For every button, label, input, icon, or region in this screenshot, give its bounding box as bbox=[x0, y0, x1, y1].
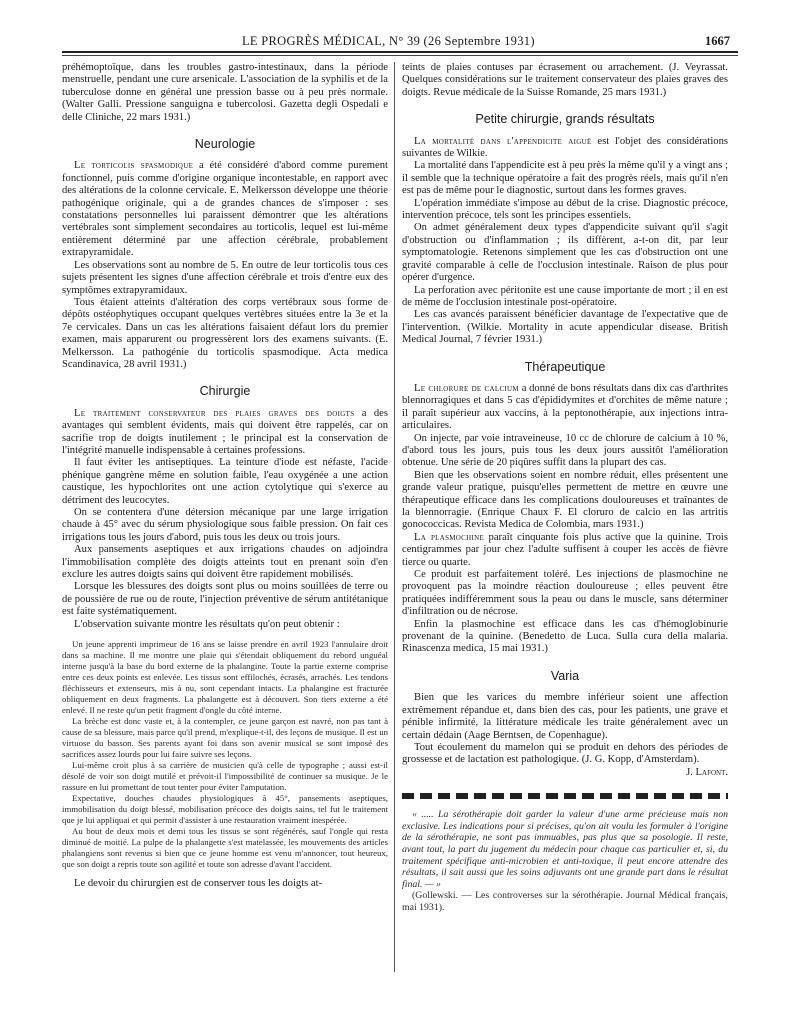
case-report bbox=[62, 639, 388, 870]
thera-lead-1: Le chlorure de calcium bbox=[414, 382, 519, 394]
chir-paragraph-5: Lorsque les blessures des doigts sont plus ou moins souillées de terre ou de poussière de rue ou de route, l'injection préventive de sérum antitétanique est faite systématiquement. bbox=[62, 581, 388, 618]
running-header bbox=[62, 34, 742, 52]
chir-paragraph-1: Le traitement conservateur des plaies graves des doigts a des avantages qui semblent évidents, mais qui doivent être rappelés, car on sacrifie trop de doigts inutilement ; le principal est la conservation de l'intégrité manuelle indispensable à certaines professions. bbox=[62, 407, 389, 456]
petite-paragraph-3: L'opération immédiate s'impose au début de la crise. Diagnostic précoce, intervention précoce, tels sont les principes essentiels. bbox=[402, 197, 728, 222]
chir-paragraph-4: Aux pansements aseptiques et aux irrigations chaudes on adjoindra l'immobilisation complète des doigts atteints tout en prenant soin d'en exclure les autres doigts sains qui doivent être rapidement mobilisés. bbox=[62, 544, 388, 581]
quote-source: (Gollewski. — Les controverses sur la sérothérapie. Journal Médical français, mai 1931). bbox=[402, 890, 728, 913]
neuro-paragraph-2: Les observations sont au nombre de 5. En outre de leur torticolis tous ces sujets présentent les signes d'une affection cérébrale et trois d'entre eux des symptômes extrapyramidaux. bbox=[62, 259, 388, 296]
section-title-chirurgie: Chirurgie bbox=[199, 384, 251, 399]
thera-paragraph-2: On injecte, par voie intraveineuse, 10 cc de chlorure de calcium à 10 %, d'abord tous les jours, puis tous les deux jours aussitôt l'amélioration obtenue. Une série de 20 piqûres suffit dans la plupart des cas. bbox=[402, 432, 728, 469]
column-divider bbox=[394, 62, 395, 972]
case-paragraph-4: Expectative, douches chaudes physiologiques à 45°, pansements aseptiques, immobilisation du doigt blessé, mobilisation précoce des doigts sains, tel fut le traitement que je lui appliquai et qui permit d'assister à une restauration vraiment inespérée. bbox=[62, 793, 388, 826]
chir-paragraph-3: On se contentera d'une détersion mécanique par une large irrigation chaude à 45° avec du sérum physiologique sous faible pression. On fait ces irrigations tous les jours d'abord, puis tous les deux ou trois jours. bbox=[62, 507, 388, 543]
neuro-paragraph-3: Tous étaient atteints d'altération des corps vertébraux sous forme de dépôts ostéophytiques occupant quelques vertèbres situées entre la 3e et la 7e cervicales. Dans un cas les altérations faisaient défaut lors du premier examen, mais apparurent ou progressèrent lors des examens suivants. (E. Melkersson. La pathogénie du torticolis spasmodique. Acta medica Scandinavica, 28 avril 1931.) bbox=[62, 296, 388, 370]
petite-paragraph-1: La mortalité dans l'appendicite aiguë est l'objet des considérations suivantes de Wilkie. bbox=[402, 135, 728, 160]
neuro-paragraph-1: Le torticolis spasmodique a été considéré d'abord comme purement fonctionnel, puis comme d'origine organique incontestable, en rapport avec des altérations de la colonne cervicale. E. Melkersson développe une théorie pathogénique originale, qui a de grandes chances de s'imposer : ses constatations personnelles lui paraissent démontrer que les altérations vertébrales sont simplement secondaires au torticolis, lequel est lui-même entièrement déterminé par une affection cérébrale, probablement extrapyramidale. bbox=[62, 160, 388, 259]
neuro-lead: Le torticolis spasmodique bbox=[74, 160, 194, 172]
thera-lead-2: La plasmochine bbox=[414, 531, 485, 543]
section-title-therapeutique: Thérapeutique bbox=[524, 359, 606, 374]
continued-paragraph: préhémoptoïque, dans les troubles gastro-intestinaux, dans la période menstruelle, pendant une cure arsenicale. L'association de la syphilis et de la tuberculose donne en général une pression basse ou à peu près normale. (Walter Galli. Pressione sanguigna e tubercolosi. Gazetta degli Ospedali e delle Cliniche, 22 mars 1931.) bbox=[62, 62, 388, 123]
author-signature: J. Lafont. bbox=[686, 766, 728, 778]
thera-paragraph-6: Enfin la plasmochine est efficace dans les cas d'hémoglobinurie provenant de la quinine. (Benedetto de Luca. Sulla cura della malaria. Rinascenza medica, 15 mai 1931.) bbox=[402, 618, 728, 655]
quote-text: « ..... La sérothérapie doit garder la valeur d'une arme précieuse mais non exclusive. Les indications pour si précises, qu'on ait voulu les formuler à l'origine de la sérothérapie, ne sont pas immuables, pas plus que sa posologie. Il reste, avant tout, la part du jugement du médecin pour chaque cas particulier et, si, du traitement spécifique anti-microbien et anti-toxique, il peut encore attendre des résultats, il sait aussi que les soins adjuvants ont une grande part dans le résultat final. — » bbox=[402, 809, 728, 890]
section-title-neurologie: Neurologie bbox=[194, 137, 256, 152]
petite-paragraph-6: Les cas avancés paraissent bénéficier davantage de l'expectative que de l'intervention. (Wilkie. Mortality in acute appendicular disease. British Medical Journal, 7 février 1931.) bbox=[402, 309, 728, 346]
right-column bbox=[402, 62, 728, 913]
petite-paragraph-2: La mortalité dans l'appendicite est à peu près la même qu'il y a vingt ans ; il semble que la technique opératoire a fait des progrès réels, mais qu'il n'en est pas de même pour le diagnostic, surtout dans les formes graves. bbox=[402, 160, 728, 197]
thera-paragraph-3: Bien que les observations soient en nombre réduit, elles présentent une grande valeur pratique, puisqu'elles permettent de mettre en œuvre une thérapeutique efficace dans les complications douloureuses et traînantes de la blennorragie. (Enrique Chaux F. El cloruro de calcio en las artritis gonococcicas. Revista Medica de Colombia, mars 1931.) bbox=[402, 469, 728, 531]
petite-paragraph-5: La perforation avec péritonite est une cause importante de mort ; il en est de même de l'occlusion intestinale post-opératoire. bbox=[402, 284, 728, 308]
header-rule-thin bbox=[62, 55, 738, 56]
thera-paragraph-1: Le chlorure de calcium a donné de bons résultats dans dix cas d'arthrites blennorragiques et dans 5 cas d'épididymites et d'orchites de même nature ; il paraît supérieur aux vaccins, à la peptonothérapie, aux injections intra-articulaires. bbox=[402, 382, 728, 432]
section-title-petite-chirurgie: Petite chirurgie, grands résultats bbox=[475, 112, 655, 127]
case-paragraph-3: Lui-même croit plus à sa carrière de musicien qu'à celle de typographe ; aussi est-il désolé de voir son doigt mutilé et prévoit-il l'impossibilité de continuer sa musique. Je le rassure en lui promettant de tout tenter pour éviter l'amputation. bbox=[62, 760, 388, 793]
case-paragraph-2: La brèche est donc vaste et, à la contempler, ce jeune garçon est navré, non pas tant à cause de sa blessure, mais parce qu'il prend, m'explique-t-il, des leçons de musique. Il est un virtuose du basson. Ses parents ayant foi dans son avenir musical se sont imposé des sacrifices assez lourds pour lui faire suivre ses leçons. bbox=[62, 716, 388, 760]
chir-lead: Le traitement conservateur des plaies graves des doigts bbox=[74, 407, 355, 419]
thera-paragraph-5: Ce produit est parfaitement toléré. Les injections de plasmochine ne provoquent pas la moindre réaction douloureuse ; elles peuvent être pratiquées indifféremment sous la peau ou dans le muscle, sans déterminer d'infiltration ou de nécrose. bbox=[402, 569, 728, 618]
petite-lead: La mortalité dans l'appendicite aiguë bbox=[414, 135, 592, 147]
continued-paragraph-right: teints de plaies contuses par écrasement ou arrachement. (J. Veyrassat. Quelques considérations sur le traitement conservateur des plaies graves des doigts. Revue médicale de la Suisse Romande, 25 mars 1931.) bbox=[402, 62, 728, 98]
varia-paragraph-2: Tout écoulement du mamelon qui se produit en dehors des périodes de grossesse et de lactation est pathologique. (J. G. Kopp, d'Amsterdam). bbox=[402, 741, 728, 766]
left-column bbox=[62, 62, 388, 890]
header-rule bbox=[62, 51, 738, 53]
chir-paragraph-tail: Le devoir du chirurgien est de conserver tous les doigts at- bbox=[74, 878, 323, 890]
case-paragraph-1: Un jeune apprenti imprimeur de 16 ans se laisse prendre en avril 1923 l'annulaire droit dans sa machine. Il me montre une plaie qui s'étendait obliquement du rebord unguéal interne jusqu'à la base du bord externe de la phalangine. Toute la partie externe comprise entre ces deux points est enlevée. Les tissus sont effilochés, écrasés, arrachés. Les tendons fléchisseurs et extenseurs, mis à nu, sont cependant intacts. La phalangine est fracturée obliquement en deux fragments. La phalangette est à découvert. Son tiers externe a été enlevé. Il ne reste qu'un petit fragment d'ongle du côté interne. bbox=[62, 639, 388, 716]
varia-paragraph-1: Bien que les varices du membre inférieur soient une affection extrêmement répandue et, dans bien des cas, pour les patients, une grave et pénible infirmité, la littérature médicale les traite généralement avec un certain dédain (Aage Berntsen, de Copenhague). bbox=[402, 692, 728, 741]
chir-paragraph-2: Il faut éviter les antiseptiques. La teinture d'iode est néfaste, l'acide phénique gangrène même en solution faible, l'eau oxygénée a une action caustique, les hypochlorites ont une action cytolytique qui s'exerce au détriment des leucocytes. bbox=[62, 457, 388, 506]
thera-paragraph-4: La plasmochine paraît cinquante fois plus active que la quinine. Trois centigrammes par jour chez l'adulte suffisent à couper les accès de fièvre tierce ou quarte. bbox=[402, 531, 728, 568]
petite-paragraph-4: On admet généralement deux types d'appendicite suivant qu'il s'agit d'obstruction ou d'inflammation ; ils diffèrent, a-t-on dit, par leur symptomatologie. Retenons simplement que les cas d'obstruction ont une gravité comparable à celle de l'occlusion intestinale. Raison de plus pour opérer d'urgence. bbox=[402, 222, 728, 284]
page-number: 1667 bbox=[705, 34, 730, 48]
section-title-varia: Varia bbox=[550, 668, 580, 683]
chir-paragraph-6: L'observation suivante montre les résultats qu'on peut obtenir : bbox=[74, 618, 340, 630]
quote-block bbox=[402, 809, 728, 913]
journal-header-title: LE PROGRÈS MÉDICAL, N° 39 (26 Septembre 1931) bbox=[242, 34, 535, 48]
case-paragraph-5: Au bout de deux mois et demi tous les tissus se sont régénérés, sauf l'ongle qui resta diminué de moitié. La pulpe de la phalangette s'est matelassée, les mouvements des articles phalangiens sont revenus si bien que ce jeune homme est venu m'annoncer, tout heureux, que son doigt a repris toute son agilité et toute son adresse d'avant l'accident. bbox=[62, 826, 388, 870]
decorative-dash-rule bbox=[402, 793, 728, 799]
